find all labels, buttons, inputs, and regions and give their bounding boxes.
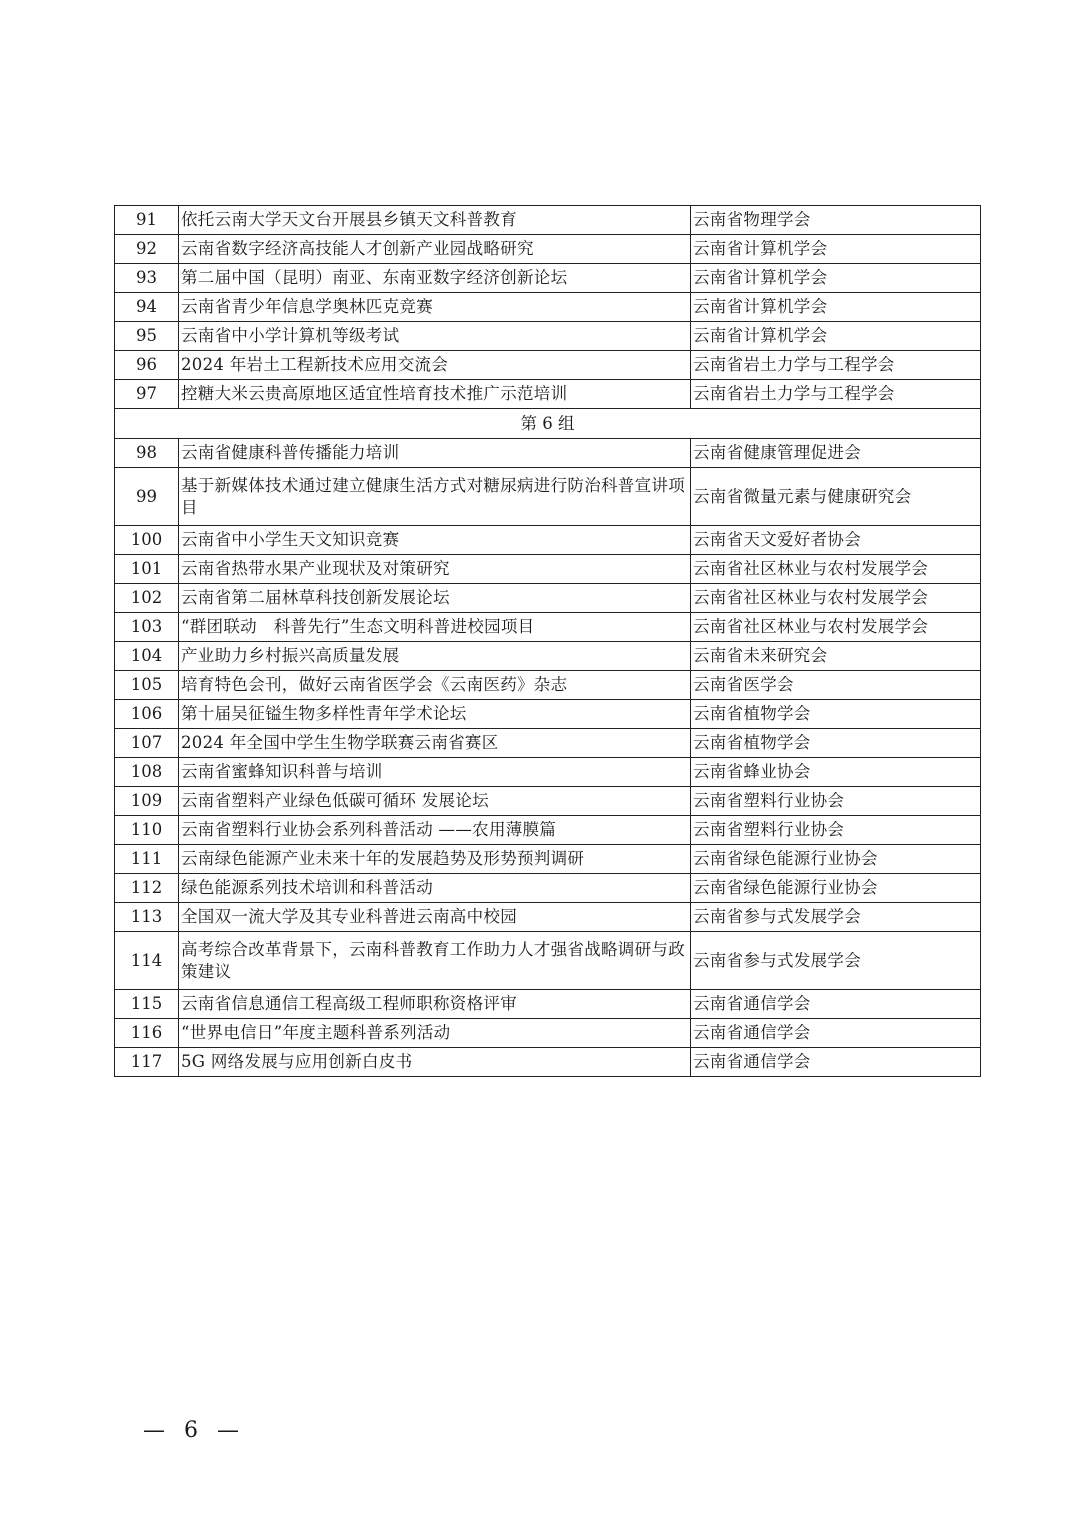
project-name: “群团联动 科普先行”生态文明科普进校园项目 bbox=[179, 613, 691, 642]
project-name: “世界电信日”年度主题科普系列活动 bbox=[179, 1019, 691, 1048]
table-row bbox=[115, 671, 981, 700]
project-name: 绿色能源系列技术培训和科普活动 bbox=[179, 874, 691, 903]
row-number: 109 bbox=[115, 787, 179, 816]
table-row bbox=[115, 1019, 981, 1048]
row-number: 102 bbox=[115, 584, 179, 613]
row-number: 104 bbox=[115, 642, 179, 671]
project-name: 第二届中国（昆明）南亚、东南亚数字经济创新论坛 bbox=[179, 264, 691, 293]
row-number: 100 bbox=[115, 526, 179, 555]
organization-name: 云南省健康管理促进会 bbox=[691, 439, 981, 468]
organization-name: 云南省绿色能源行业协会 bbox=[691, 845, 981, 874]
row-number: 97 bbox=[115, 380, 179, 409]
project-name: 云南绿色能源产业未来十年的发展趋势及形势预判调研 bbox=[179, 845, 691, 874]
table-row bbox=[115, 235, 981, 264]
project-name: 2024 年岩土工程新技术应用交流会 bbox=[179, 351, 691, 380]
row-number: 105 bbox=[115, 671, 179, 700]
project-name: 云南省蜜蜂知识科普与培训 bbox=[179, 758, 691, 787]
table-row bbox=[115, 380, 981, 409]
project-name: 云南省第二届林草科技创新发展论坛 bbox=[179, 584, 691, 613]
table-row bbox=[115, 526, 981, 555]
organization-name: 云南省天文爱好者协会 bbox=[691, 526, 981, 555]
row-number: 92 bbox=[115, 235, 179, 264]
organization-name: 云南省植物学会 bbox=[691, 700, 981, 729]
project-name: 云南省中小学生天文知识竞赛 bbox=[179, 526, 691, 555]
table-row bbox=[115, 351, 981, 380]
organization-name: 云南省塑料行业协会 bbox=[691, 816, 981, 845]
row-number: 113 bbox=[115, 903, 179, 932]
organization-name: 云南省岩土力学与工程学会 bbox=[691, 380, 981, 409]
table-row bbox=[115, 264, 981, 293]
group-header-row bbox=[115, 409, 981, 439]
organization-name: 云南省计算机学会 bbox=[691, 235, 981, 264]
organization-name: 云南省物理学会 bbox=[691, 206, 981, 235]
row-number: 114 bbox=[115, 932, 179, 990]
organization-name: 云南省计算机学会 bbox=[691, 293, 981, 322]
organization-name: 云南省植物学会 bbox=[691, 729, 981, 758]
table-row bbox=[115, 903, 981, 932]
organization-name: 云南省计算机学会 bbox=[691, 264, 981, 293]
organization-name: 云南省通信学会 bbox=[691, 1048, 981, 1077]
organization-name: 云南省参与式发展学会 bbox=[691, 903, 981, 932]
page-number: — 6 — bbox=[143, 1418, 245, 1443]
project-name: 云南省热带水果产业现状及对策研究 bbox=[179, 555, 691, 584]
table-row bbox=[115, 845, 981, 874]
table-row bbox=[115, 613, 981, 642]
table-row bbox=[115, 642, 981, 671]
organization-name: 云南省微量元素与健康研究会 bbox=[691, 468, 981, 526]
project-name: 产业助力乡村振兴高质量发展 bbox=[179, 642, 691, 671]
row-number: 91 bbox=[115, 206, 179, 235]
organization-name: 云南省社区林业与农村发展学会 bbox=[691, 555, 981, 584]
row-number: 103 bbox=[115, 613, 179, 642]
table-row bbox=[115, 555, 981, 584]
organization-name: 云南省未来研究会 bbox=[691, 642, 981, 671]
organization-name: 云南省通信学会 bbox=[691, 1019, 981, 1048]
project-name: 依托云南大学天文台开展县乡镇天文科普教育 bbox=[179, 206, 691, 235]
table-row bbox=[115, 932, 981, 990]
row-number: 98 bbox=[115, 439, 179, 468]
organization-name: 云南省蜂业协会 bbox=[691, 758, 981, 787]
project-table bbox=[114, 205, 981, 1077]
row-number: 110 bbox=[115, 816, 179, 845]
table-row bbox=[115, 206, 981, 235]
project-name: 云南省信息通信工程高级工程师职称资格评审 bbox=[179, 990, 691, 1019]
table-row bbox=[115, 1048, 981, 1077]
row-number: 94 bbox=[115, 293, 179, 322]
organization-name: 云南省计算机学会 bbox=[691, 322, 981, 351]
project-name: 云南省健康科普传播能力培训 bbox=[179, 439, 691, 468]
organization-name: 云南省参与式发展学会 bbox=[691, 932, 981, 990]
row-number: 96 bbox=[115, 351, 179, 380]
table-row bbox=[115, 874, 981, 903]
project-name: 云南省数字经济高技能人才创新产业园战略研究 bbox=[179, 235, 691, 264]
table-row bbox=[115, 758, 981, 787]
organization-name: 云南省社区林业与农村发展学会 bbox=[691, 613, 981, 642]
project-name: 第十届吴征镒生物多样性青年学术论坛 bbox=[179, 700, 691, 729]
organization-name: 云南省岩土力学与工程学会 bbox=[691, 351, 981, 380]
table-row bbox=[115, 584, 981, 613]
table-row bbox=[115, 700, 981, 729]
project-name: 高考综合改革背景下，云南科普教育工作助力人才强省战略调研与政策建议 bbox=[179, 932, 691, 990]
organization-name: 云南省绿色能源行业协会 bbox=[691, 874, 981, 903]
row-number: 101 bbox=[115, 555, 179, 584]
organization-name: 云南省通信学会 bbox=[691, 990, 981, 1019]
table-row bbox=[115, 439, 981, 468]
project-name: 云南省塑料产业绿色低碳可循环 发展论坛 bbox=[179, 787, 691, 816]
row-number: 95 bbox=[115, 322, 179, 351]
row-number: 99 bbox=[115, 468, 179, 526]
project-name: 云南省青少年信息学奥林匹克竞赛 bbox=[179, 293, 691, 322]
row-number: 108 bbox=[115, 758, 179, 787]
project-name: 云南省塑料行业协会系列科普活动 ——农用薄膜篇 bbox=[179, 816, 691, 845]
organization-name: 云南省医学会 bbox=[691, 671, 981, 700]
table-row bbox=[115, 468, 981, 526]
organization-name: 云南省塑料行业协会 bbox=[691, 787, 981, 816]
table-row bbox=[115, 293, 981, 322]
table-row bbox=[115, 729, 981, 758]
project-name: 云南省中小学计算机等级考试 bbox=[179, 322, 691, 351]
row-number: 93 bbox=[115, 264, 179, 293]
table-row bbox=[115, 322, 981, 351]
row-number: 112 bbox=[115, 874, 179, 903]
row-number: 111 bbox=[115, 845, 179, 874]
group-label: 第 6 组 bbox=[115, 409, 981, 439]
project-name: 全国双一流大学及其专业科普进云南高中校园 bbox=[179, 903, 691, 932]
organization-name: 云南省社区林业与农村发展学会 bbox=[691, 584, 981, 613]
table-row bbox=[115, 990, 981, 1019]
row-number: 115 bbox=[115, 990, 179, 1019]
project-name: 控糖大米云贵高原地区适宜性培育技术推广示范培训 bbox=[179, 380, 691, 409]
project-name: 基于新媒体技术通过建立健康生活方式对糖尿病进行防治科普宣讲项目 bbox=[179, 468, 691, 526]
row-number: 106 bbox=[115, 700, 179, 729]
row-number: 117 bbox=[115, 1048, 179, 1077]
table-row bbox=[115, 787, 981, 816]
table-row bbox=[115, 816, 981, 845]
project-name: 培育特色会刊，做好云南省医学会《云南医药》杂志 bbox=[179, 671, 691, 700]
project-name: 2024 年全国中学生生物学联赛云南省赛区 bbox=[179, 729, 691, 758]
project-table-body bbox=[115, 206, 981, 1077]
project-name: 5G 网络发展与应用创新白皮书 bbox=[179, 1048, 691, 1077]
row-number: 116 bbox=[115, 1019, 179, 1048]
row-number: 107 bbox=[115, 729, 179, 758]
